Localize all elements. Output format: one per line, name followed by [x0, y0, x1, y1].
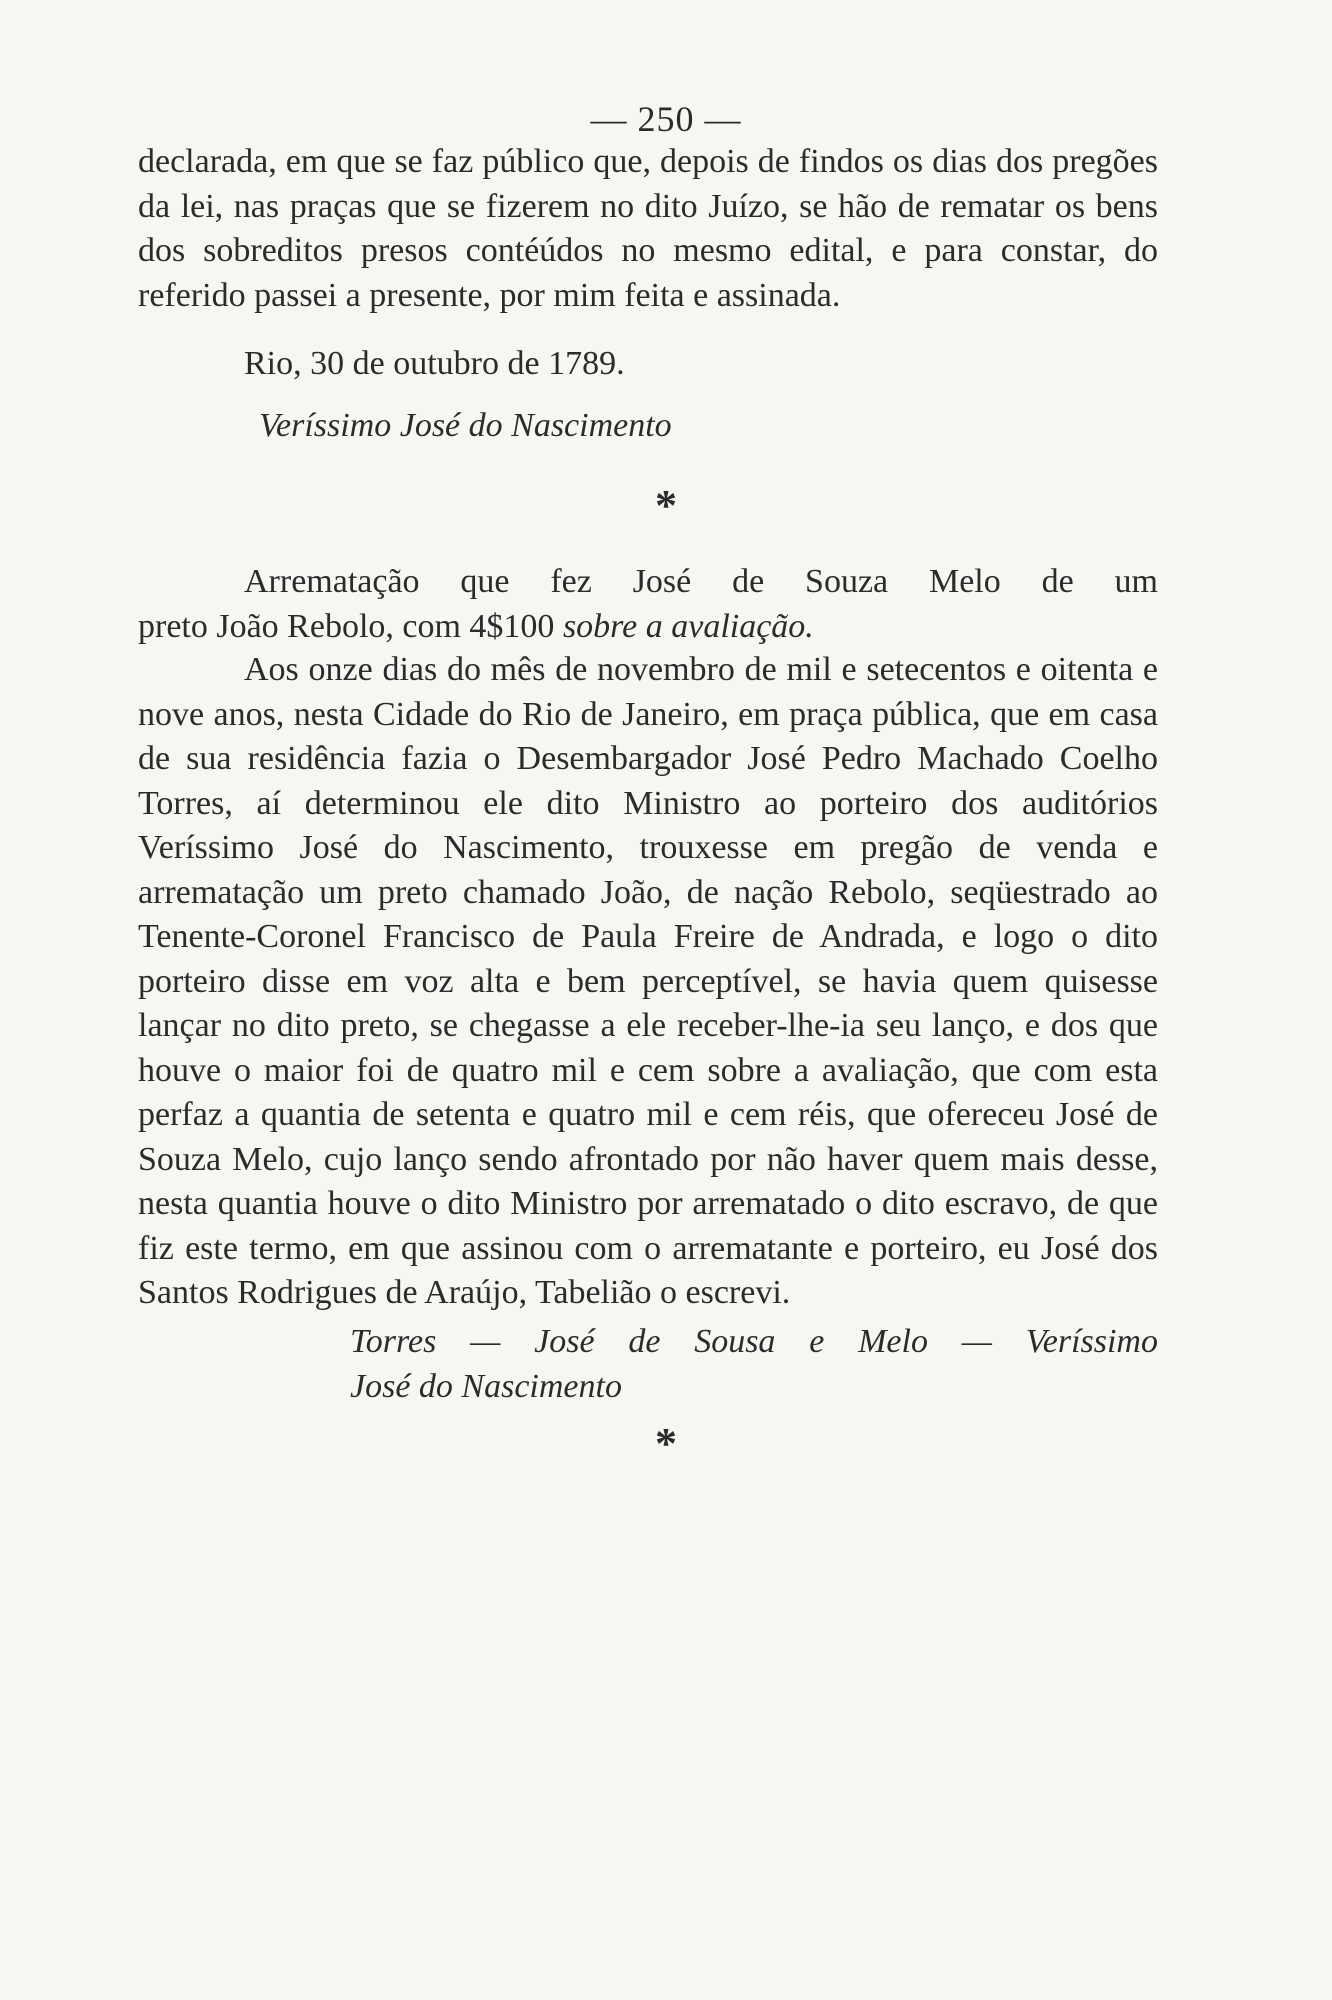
page-number: — 250 —: [590, 99, 742, 139]
heading-line-2-plain: preto João Rebolo, com 4$100: [138, 607, 563, 645]
signatures-line-2: José do Nascimento: [350, 1367, 622, 1405]
date-line: Rio, 30 de outubro de 1789.: [244, 345, 625, 382]
heading-line-2: [138, 605, 1158, 650]
opening-paragraph: [138, 140, 1158, 318]
main-paragraph: [138, 648, 1158, 1316]
heading-line-1: Arrematação que fez José de Souza Melo de um: [244, 563, 1158, 600]
entry-heading: [138, 560, 1158, 649]
section-separator: *: [655, 481, 677, 530]
signature-nascimento: Veríssimo José do Nascimento: [259, 407, 672, 444]
signatures-block: [350, 1320, 1158, 1409]
section-separator-bottom: *: [655, 1419, 677, 1468]
paragraph-continuation: declarada, em que se faz público que, depois de findos os dias dos pregões da lei, nas praças que se fizerem no dito Juízo, se hão de rematar os bens dos sobreditos presos contéúdos no mesmo edital, e para constar, do referido passei a presente, por mim feita e assinada.: [138, 143, 1158, 314]
auction-record-text: Aos onze dias do mês de novembro de mil e setecentos e oitenta e nove anos, nesta Cidade do Rio de Janeiro, em praça pública, que em casa de sua residência fazia o Desembargador José Pedro Machado Coelho Torres, aí determinou ele dito Ministro ao porteiro dos auditórios Veríssimo José do Nascimento, trouxesse em pregão de venda e arrematação um preto chamado João, de nação Rebolo, seqüestrado ao Tenente-Coronel Francisco de Paula Freire de Andrada, e logo o dito porteiro disse em voz alta e bem perceptível, se havia quem quisesse lançar no dito preto, se chegasse a ele receber-lhe-ia seu lanço, e dos que houve o maior foi de quatro mil e cem sobre a avaliação, que com esta perfaz a quantia de setenta e quatro mil e cem réis, que ofereceu José de Souza Melo, cujo lanço sendo afrontado por não haver quem mais desse, nesta quantia houve o dito Ministro por arrematado o dito escravo, de que fiz este termo, em que assinou com o arrematante e porteiro, eu José dos Santos Rodrigues de Araújo, Tabelião o escrevi.: [138, 651, 1158, 1311]
signatures-line-1: Torres — José de Sousa e Melo — Veríssimo: [350, 1323, 1158, 1360]
heading-line-2-italic: sobre a avaliação.: [562, 607, 814, 645]
